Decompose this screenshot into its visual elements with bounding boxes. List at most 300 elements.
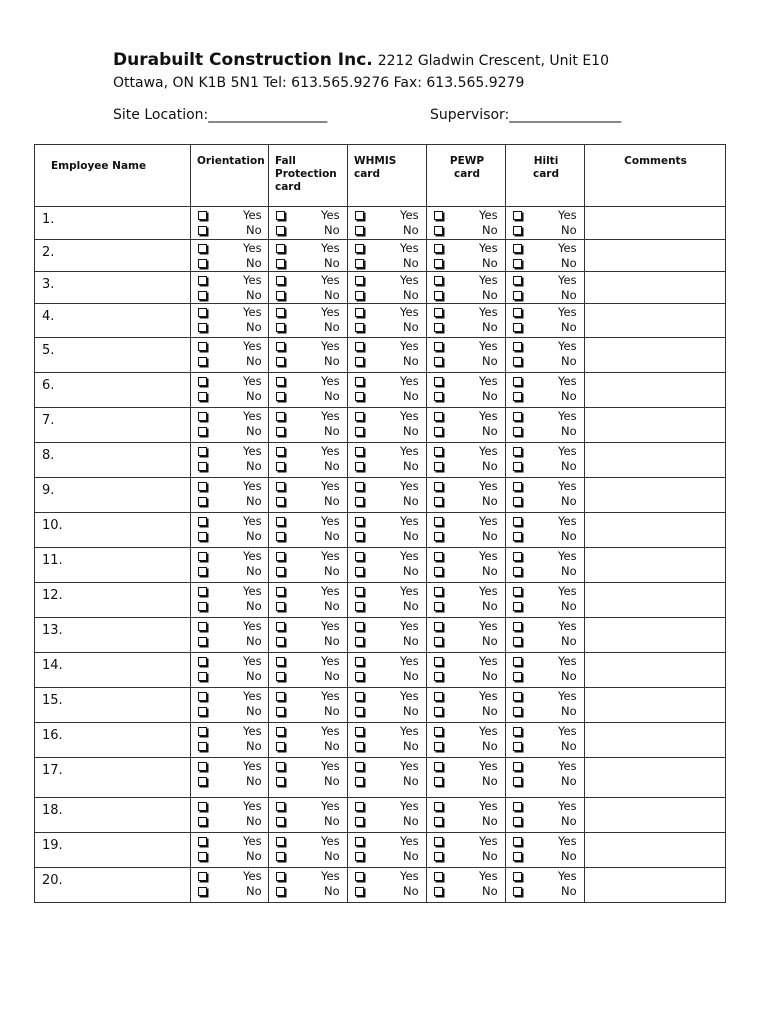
fall-protection-yes-option[interactable] (269, 584, 347, 599)
pewp-yes-option[interactable] (427, 584, 505, 599)
checkbox-icon[interactable] (355, 532, 364, 541)
checkbox-icon[interactable] (276, 447, 285, 456)
pewp-yes-option[interactable] (427, 759, 505, 774)
checkbox-icon[interactable] (276, 777, 285, 786)
checkbox-icon[interactable] (434, 837, 443, 846)
fall-protection-no-option[interactable] (269, 814, 347, 829)
checkbox-icon[interactable] (355, 517, 364, 526)
whmis-no-option[interactable] (348, 634, 426, 649)
orientation-yes-option[interactable] (191, 834, 268, 849)
checkbox-icon[interactable] (434, 532, 443, 541)
checkbox-icon[interactable] (276, 226, 285, 235)
whmis-no-option[interactable] (348, 564, 426, 579)
checkbox-icon[interactable] (434, 482, 443, 491)
checkbox-icon[interactable] (198, 852, 207, 861)
checkbox-icon[interactable] (198, 707, 207, 716)
checkbox-icon[interactable] (355, 497, 364, 506)
fall-protection-yes-option[interactable] (269, 514, 347, 529)
checkbox-icon[interactable] (276, 567, 285, 576)
checkbox-icon[interactable] (355, 447, 364, 456)
orientation-yes-option[interactable] (191, 305, 268, 320)
checkbox-icon[interactable] (434, 226, 443, 235)
orientation-yes-option[interactable] (191, 479, 268, 494)
checkbox-icon[interactable] (276, 462, 285, 471)
orientation-yes-option[interactable] (191, 584, 268, 599)
checkbox-icon[interactable] (513, 244, 522, 253)
checkbox-icon[interactable] (513, 777, 522, 786)
checkbox-icon[interactable] (513, 817, 522, 826)
whmis-yes-option[interactable] (348, 799, 426, 814)
employee-name-cell[interactable] (35, 868, 191, 903)
whmis-no-option[interactable] (348, 494, 426, 509)
pewp-no-option[interactable] (427, 459, 505, 474)
checkbox-icon[interactable] (434, 276, 443, 285)
hilti-yes-option[interactable] (506, 799, 584, 814)
checkbox-icon[interactable] (434, 692, 443, 701)
checkbox-icon[interactable] (355, 777, 364, 786)
checkbox-icon[interactable] (513, 887, 522, 896)
pewp-no-option[interactable] (427, 529, 505, 544)
hilti-no-option[interactable] (506, 884, 584, 899)
hilti-yes-option[interactable] (506, 444, 584, 459)
whmis-no-option[interactable] (348, 223, 426, 238)
checkbox-icon[interactable] (276, 427, 285, 436)
checkbox-icon[interactable] (513, 342, 522, 351)
checkbox-icon[interactable] (198, 377, 207, 386)
orientation-no-option[interactable] (191, 849, 268, 864)
whmis-no-option[interactable] (348, 884, 426, 899)
checkbox-icon[interactable] (434, 323, 443, 332)
fall-protection-no-option[interactable] (269, 320, 347, 335)
orientation-no-option[interactable] (191, 459, 268, 474)
checkbox-icon[interactable] (276, 211, 285, 220)
orientation-no-option[interactable] (191, 564, 268, 579)
fall-protection-yes-option[interactable] (269, 305, 347, 320)
hilti-no-option[interactable] (506, 704, 584, 719)
whmis-no-option[interactable] (348, 669, 426, 684)
whmis-no-option[interactable] (348, 599, 426, 614)
checkbox-icon[interactable] (198, 427, 207, 436)
fall-protection-no-option[interactable] (269, 564, 347, 579)
checkbox-icon[interactable] (276, 602, 285, 611)
checkbox-icon[interactable] (355, 817, 364, 826)
orientation-yes-option[interactable] (191, 689, 268, 704)
employee-name-cell[interactable] (35, 443, 191, 478)
pewp-no-option[interactable] (427, 704, 505, 719)
checkbox-icon[interactable] (434, 852, 443, 861)
checkbox-icon[interactable] (513, 692, 522, 701)
checkbox-icon[interactable] (355, 357, 364, 366)
pewp-yes-option[interactable] (427, 444, 505, 459)
checkbox-icon[interactable] (355, 377, 364, 386)
checkbox-icon[interactable] (513, 637, 522, 646)
orientation-yes-option[interactable] (191, 208, 268, 223)
pewp-no-option[interactable] (427, 424, 505, 439)
pewp-no-option[interactable] (427, 814, 505, 829)
checkbox-icon[interactable] (355, 427, 364, 436)
pewp-no-option[interactable] (427, 256, 505, 271)
pewp-yes-option[interactable] (427, 834, 505, 849)
orientation-no-option[interactable] (191, 634, 268, 649)
checkbox-icon[interactable] (276, 587, 285, 596)
hilti-no-option[interactable] (506, 849, 584, 864)
hilti-yes-option[interactable] (506, 584, 584, 599)
hilti-yes-option[interactable] (506, 619, 584, 634)
checkbox-icon[interactable] (276, 532, 285, 541)
fall-protection-yes-option[interactable] (269, 241, 347, 256)
whmis-no-option[interactable] (348, 459, 426, 474)
whmis-yes-option[interactable] (348, 444, 426, 459)
fall-protection-yes-option[interactable] (269, 444, 347, 459)
checkbox-icon[interactable] (355, 211, 364, 220)
checkbox-icon[interactable] (434, 567, 443, 576)
orientation-yes-option[interactable] (191, 374, 268, 389)
employee-name-cell[interactable] (35, 833, 191, 868)
checkbox-icon[interactable] (198, 817, 207, 826)
checkbox-icon[interactable] (434, 672, 443, 681)
whmis-yes-option[interactable] (348, 479, 426, 494)
checkbox-icon[interactable] (198, 657, 207, 666)
checkbox-icon[interactable] (276, 357, 285, 366)
pewp-no-option[interactable] (427, 774, 505, 789)
checkbox-icon[interactable] (434, 742, 443, 751)
comments-cell[interactable] (585, 868, 726, 903)
employee-name-cell[interactable] (35, 758, 191, 798)
checkbox-icon[interactable] (276, 637, 285, 646)
checkbox-icon[interactable] (513, 727, 522, 736)
whmis-no-option[interactable] (348, 814, 426, 829)
checkbox-icon[interactable] (355, 567, 364, 576)
hilti-yes-option[interactable] (506, 549, 584, 564)
checkbox-icon[interactable] (513, 276, 522, 285)
checkbox-icon[interactable] (434, 427, 443, 436)
checkbox-icon[interactable] (198, 308, 207, 317)
checkbox-icon[interactable] (513, 412, 522, 421)
pewp-no-option[interactable] (427, 354, 505, 369)
checkbox-icon[interactable] (434, 211, 443, 220)
orientation-yes-option[interactable] (191, 409, 268, 424)
pewp-yes-option[interactable] (427, 689, 505, 704)
comments-cell[interactable] (585, 833, 726, 868)
checkbox-icon[interactable] (355, 852, 364, 861)
checkbox-icon[interactable] (513, 392, 522, 401)
checkbox-icon[interactable] (198, 276, 207, 285)
orientation-no-option[interactable] (191, 256, 268, 271)
checkbox-icon[interactable] (434, 872, 443, 881)
employee-name-cell[interactable] (35, 513, 191, 548)
orientation-no-option[interactable] (191, 739, 268, 754)
hilti-yes-option[interactable] (506, 689, 584, 704)
hilti-no-option[interactable] (506, 389, 584, 404)
checkbox-icon[interactable] (513, 482, 522, 491)
pewp-no-option[interactable] (427, 320, 505, 335)
checkbox-icon[interactable] (434, 777, 443, 786)
checkbox-icon[interactable] (513, 872, 522, 881)
hilti-no-option[interactable] (506, 739, 584, 754)
checkbox-icon[interactable] (198, 567, 207, 576)
whmis-yes-option[interactable] (348, 514, 426, 529)
checkbox-icon[interactable] (513, 211, 522, 220)
comments-cell[interactable] (585, 408, 726, 443)
orientation-no-option[interactable] (191, 288, 268, 303)
whmis-yes-option[interactable] (348, 619, 426, 634)
hilti-yes-option[interactable] (506, 759, 584, 774)
checkbox-icon[interactable] (198, 462, 207, 471)
orientation-no-option[interactable] (191, 814, 268, 829)
whmis-yes-option[interactable] (348, 339, 426, 354)
checkbox-icon[interactable] (513, 837, 522, 846)
orientation-no-option[interactable] (191, 529, 268, 544)
whmis-no-option[interactable] (348, 320, 426, 335)
fall-protection-yes-option[interactable] (269, 619, 347, 634)
comments-cell[interactable] (585, 338, 726, 373)
hilti-no-option[interactable] (506, 256, 584, 271)
checkbox-icon[interactable] (355, 259, 364, 268)
fall-protection-no-option[interactable] (269, 256, 347, 271)
checkbox-icon[interactable] (513, 497, 522, 506)
checkbox-icon[interactable] (198, 692, 207, 701)
comments-cell[interactable] (585, 272, 726, 304)
comments-cell[interactable] (585, 653, 726, 688)
comments-cell[interactable] (585, 240, 726, 272)
checkbox-icon[interactable] (434, 817, 443, 826)
checkbox-icon[interactable] (513, 657, 522, 666)
checkbox-icon[interactable] (276, 552, 285, 561)
fall-protection-no-option[interactable] (269, 494, 347, 509)
fall-protection-yes-option[interactable] (269, 834, 347, 849)
checkbox-icon[interactable] (355, 887, 364, 896)
checkbox-icon[interactable] (355, 672, 364, 681)
hilti-no-option[interactable] (506, 494, 584, 509)
orientation-no-option[interactable] (191, 774, 268, 789)
checkbox-icon[interactable] (355, 552, 364, 561)
checkbox-icon[interactable] (355, 308, 364, 317)
pewp-yes-option[interactable] (427, 273, 505, 288)
fall-protection-yes-option[interactable] (269, 549, 347, 564)
checkbox-icon[interactable] (355, 762, 364, 771)
checkbox-icon[interactable] (276, 707, 285, 716)
pewp-yes-option[interactable] (427, 339, 505, 354)
fall-protection-no-option[interactable] (269, 774, 347, 789)
checkbox-icon[interactable] (276, 762, 285, 771)
checkbox-icon[interactable] (198, 392, 207, 401)
whmis-yes-option[interactable] (348, 724, 426, 739)
checkbox-icon[interactable] (198, 587, 207, 596)
checkbox-icon[interactable] (513, 552, 522, 561)
fall-protection-yes-option[interactable] (269, 374, 347, 389)
fall-protection-yes-option[interactable] (269, 654, 347, 669)
fall-protection-yes-option[interactable] (269, 759, 347, 774)
checkbox-icon[interactable] (198, 672, 207, 681)
fall-protection-no-option[interactable] (269, 599, 347, 614)
whmis-yes-option[interactable] (348, 305, 426, 320)
orientation-yes-option[interactable] (191, 799, 268, 814)
pewp-yes-option[interactable] (427, 549, 505, 564)
fall-protection-no-option[interactable] (269, 634, 347, 649)
checkbox-icon[interactable] (434, 377, 443, 386)
checkbox-icon[interactable] (355, 226, 364, 235)
whmis-no-option[interactable] (348, 288, 426, 303)
pewp-yes-option[interactable] (427, 305, 505, 320)
checkbox-icon[interactable] (434, 707, 443, 716)
employee-name-cell[interactable] (35, 688, 191, 723)
pewp-no-option[interactable] (427, 389, 505, 404)
hilti-no-option[interactable] (506, 529, 584, 544)
orientation-no-option[interactable] (191, 320, 268, 335)
checkbox-icon[interactable] (198, 727, 207, 736)
whmis-yes-option[interactable] (348, 208, 426, 223)
checkbox-icon[interactable] (434, 357, 443, 366)
checkbox-icon[interactable] (434, 517, 443, 526)
checkbox-icon[interactable] (355, 392, 364, 401)
hilti-no-option[interactable] (506, 424, 584, 439)
checkbox-icon[interactable] (276, 259, 285, 268)
pewp-yes-option[interactable] (427, 869, 505, 884)
hilti-yes-option[interactable] (506, 834, 584, 849)
hilti-yes-option[interactable] (506, 479, 584, 494)
pewp-no-option[interactable] (427, 223, 505, 238)
whmis-no-option[interactable] (348, 354, 426, 369)
checkbox-icon[interactable] (198, 837, 207, 846)
checkbox-icon[interactable] (513, 852, 522, 861)
checkbox-icon[interactable] (434, 887, 443, 896)
hilti-yes-option[interactable] (506, 208, 584, 223)
checkbox-icon[interactable] (434, 244, 443, 253)
checkbox-icon[interactable] (513, 377, 522, 386)
checkbox-icon[interactable] (276, 872, 285, 881)
hilti-yes-option[interactable] (506, 869, 584, 884)
checkbox-icon[interactable] (355, 462, 364, 471)
whmis-no-option[interactable] (348, 739, 426, 754)
comments-cell[interactable] (585, 373, 726, 408)
orientation-yes-option[interactable] (191, 759, 268, 774)
site-location-field[interactable]: Site Location:_________________ (113, 107, 328, 123)
employee-name-cell[interactable] (35, 338, 191, 373)
whmis-no-option[interactable] (348, 704, 426, 719)
checkbox-icon[interactable] (434, 462, 443, 471)
whmis-no-option[interactable] (348, 256, 426, 271)
checkbox-icon[interactable] (355, 244, 364, 253)
checkbox-icon[interactable] (434, 637, 443, 646)
checkbox-icon[interactable] (434, 259, 443, 268)
checkbox-icon[interactable] (434, 447, 443, 456)
pewp-yes-option[interactable] (427, 208, 505, 223)
checkbox-icon[interactable] (198, 357, 207, 366)
checkbox-icon[interactable] (355, 802, 364, 811)
comments-cell[interactable] (585, 688, 726, 723)
whmis-yes-option[interactable] (348, 241, 426, 256)
checkbox-icon[interactable] (276, 517, 285, 526)
pewp-yes-option[interactable] (427, 479, 505, 494)
checkbox-icon[interactable] (355, 742, 364, 751)
checkbox-icon[interactable] (276, 392, 285, 401)
checkbox-icon[interactable] (276, 412, 285, 421)
comments-cell[interactable] (585, 723, 726, 758)
pewp-no-option[interactable] (427, 494, 505, 509)
orientation-yes-option[interactable] (191, 619, 268, 634)
orientation-no-option[interactable] (191, 223, 268, 238)
checkbox-icon[interactable] (198, 323, 207, 332)
pewp-no-option[interactable] (427, 884, 505, 899)
whmis-yes-option[interactable] (348, 273, 426, 288)
checkbox-icon[interactable] (276, 802, 285, 811)
fall-protection-no-option[interactable] (269, 288, 347, 303)
checkbox-icon[interactable] (513, 259, 522, 268)
comments-cell[interactable] (585, 758, 726, 798)
orientation-yes-option[interactable] (191, 514, 268, 529)
checkbox-icon[interactable] (434, 762, 443, 771)
checkbox-icon[interactable] (198, 802, 207, 811)
fall-protection-yes-option[interactable] (269, 273, 347, 288)
checkbox-icon[interactable] (198, 226, 207, 235)
checkbox-icon[interactable] (513, 226, 522, 235)
hilti-no-option[interactable] (506, 564, 584, 579)
pewp-yes-option[interactable] (427, 724, 505, 739)
hilti-no-option[interactable] (506, 634, 584, 649)
whmis-no-option[interactable] (348, 849, 426, 864)
fall-protection-yes-option[interactable] (269, 689, 347, 704)
checkbox-icon[interactable] (198, 637, 207, 646)
hilti-no-option[interactable] (506, 814, 584, 829)
hilti-yes-option[interactable] (506, 374, 584, 389)
whmis-yes-option[interactable] (348, 374, 426, 389)
comments-cell[interactable] (585, 513, 726, 548)
checkbox-icon[interactable] (513, 622, 522, 631)
checkbox-icon[interactable] (198, 517, 207, 526)
checkbox-icon[interactable] (434, 308, 443, 317)
checkbox-icon[interactable] (198, 447, 207, 456)
orientation-yes-option[interactable] (191, 869, 268, 884)
checkbox-icon[interactable] (355, 837, 364, 846)
pewp-no-option[interactable] (427, 599, 505, 614)
fall-protection-no-option[interactable] (269, 704, 347, 719)
orientation-yes-option[interactable] (191, 273, 268, 288)
pewp-yes-option[interactable] (427, 514, 505, 529)
fall-protection-yes-option[interactable] (269, 724, 347, 739)
employee-name-cell[interactable] (35, 240, 191, 272)
checkbox-icon[interactable] (434, 552, 443, 561)
checkbox-icon[interactable] (513, 323, 522, 332)
checkbox-icon[interactable] (276, 276, 285, 285)
orientation-yes-option[interactable] (191, 241, 268, 256)
checkbox-icon[interactable] (355, 291, 364, 300)
checkbox-icon[interactable] (276, 852, 285, 861)
checkbox-icon[interactable] (513, 462, 522, 471)
pewp-no-option[interactable] (427, 634, 505, 649)
checkbox-icon[interactable] (513, 602, 522, 611)
orientation-yes-option[interactable] (191, 339, 268, 354)
employee-name-cell[interactable] (35, 478, 191, 513)
hilti-yes-option[interactable] (506, 654, 584, 669)
employee-name-cell[interactable] (35, 618, 191, 653)
fall-protection-no-option[interactable] (269, 529, 347, 544)
pewp-yes-option[interactable] (427, 241, 505, 256)
comments-cell[interactable] (585, 798, 726, 833)
supervisor-field[interactable]: Supervisor:________________ (430, 107, 622, 123)
fall-protection-no-option[interactable] (269, 669, 347, 684)
comments-cell[interactable] (585, 304, 726, 338)
checkbox-icon[interactable] (434, 497, 443, 506)
checkbox-icon[interactable] (198, 482, 207, 491)
checkbox-icon[interactable] (198, 412, 207, 421)
orientation-no-option[interactable] (191, 424, 268, 439)
checkbox-icon[interactable] (513, 802, 522, 811)
checkbox-icon[interactable] (198, 259, 207, 268)
checkbox-icon[interactable] (276, 377, 285, 386)
pewp-yes-option[interactable] (427, 619, 505, 634)
checkbox-icon[interactable] (434, 802, 443, 811)
orientation-no-option[interactable] (191, 669, 268, 684)
